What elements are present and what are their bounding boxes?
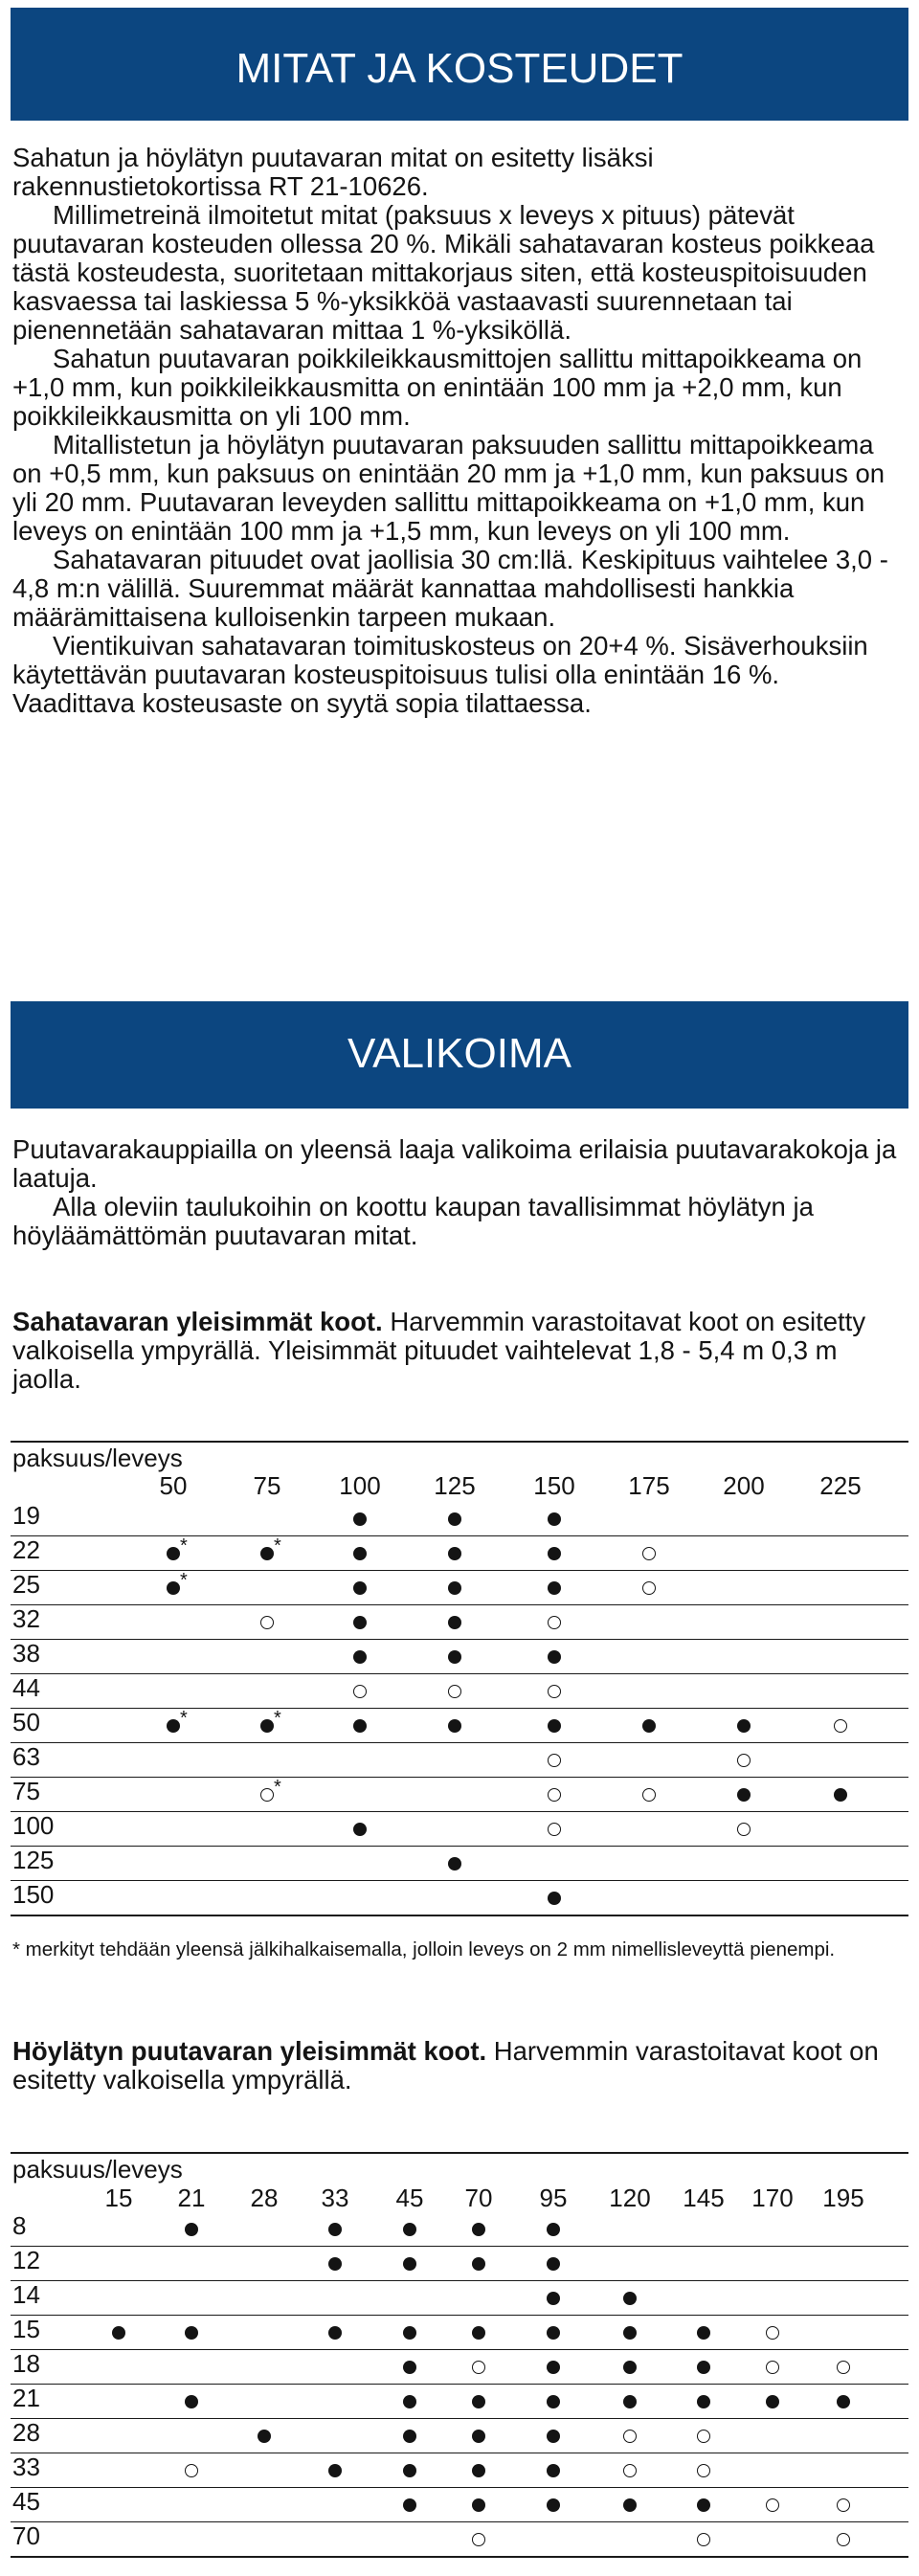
filled-circle-icon xyxy=(353,1650,367,1664)
filled-circle-icon xyxy=(472,2223,485,2236)
filled-circle-icon xyxy=(258,2430,271,2443)
empty-circle-icon xyxy=(548,1788,561,1802)
table1-row-rule xyxy=(11,1570,908,1571)
table2-width-header: 28 xyxy=(250,2184,279,2212)
filled-circle-icon xyxy=(328,2223,342,2236)
empty-circle-icon xyxy=(642,1581,656,1595)
table2-thickness-label: 45 xyxy=(12,2487,40,2516)
empty-circle-icon xyxy=(623,2464,637,2477)
filled-circle-icon xyxy=(448,1616,461,1629)
filled-circle-icon xyxy=(403,2498,416,2512)
filled-circle-icon xyxy=(548,1892,561,1905)
filled-circle-icon xyxy=(403,2361,416,2374)
table1-width-header: 225 xyxy=(819,1471,862,1500)
table2-width-header: 120 xyxy=(609,2184,651,2212)
table2-thickness-label: 8 xyxy=(12,2211,27,2240)
section1-body xyxy=(12,144,905,718)
table1-thickness-label: 25 xyxy=(12,1570,40,1599)
asterisk-mark: * xyxy=(180,1535,188,1557)
empty-circle-icon xyxy=(472,2361,485,2374)
filled-circle-icon xyxy=(260,1547,274,1560)
filled-circle-icon xyxy=(185,2223,198,2236)
empty-circle-icon xyxy=(697,2464,710,2477)
table1-row-rule xyxy=(11,1777,908,1778)
table1-row-rule xyxy=(11,1708,908,1709)
filled-circle-icon xyxy=(642,1719,656,1733)
filled-circle-icon xyxy=(623,2326,637,2340)
table1-top-rule xyxy=(11,1441,908,1443)
table1-thickness-label: 22 xyxy=(12,1535,40,1564)
table1-thickness-label: 150 xyxy=(12,1880,55,1909)
filled-circle-icon xyxy=(403,2464,416,2477)
empty-circle-icon xyxy=(548,1616,561,1629)
table1-row-rule xyxy=(11,1846,908,1847)
filled-circle-icon xyxy=(328,2257,342,2271)
filled-circle-icon xyxy=(548,1512,561,1526)
paragraph: Sahatun puutavaran poikkileikkausmittojen sallittu mittapoikkeama on +1,0 mm, kun poikkileikkausmitta on enintään 100 mm ja +2,0 mm, kun poikkileikkausmitta on yli 100 mm. xyxy=(12,344,863,431)
empty-circle-icon xyxy=(766,2498,779,2512)
table1-row-rule xyxy=(11,1880,908,1881)
table2-row-rule xyxy=(11,2315,908,2316)
table2-row-rule xyxy=(11,2280,908,2281)
table2-row-rule xyxy=(11,2349,908,2350)
filled-circle-icon xyxy=(623,2395,637,2408)
filled-circle-icon xyxy=(472,2464,485,2477)
section-title-valikoima: VALIKOIMA xyxy=(11,1001,908,1109)
filled-circle-icon xyxy=(353,1581,367,1595)
empty-circle-icon xyxy=(623,2430,637,2443)
table2-thickness-label: 18 xyxy=(12,2349,40,2378)
paragraph: Puutavarakauppiailla on yleensä laaja valikoima erilaisia puutavarakokoja ja laatuja. xyxy=(12,1134,897,1193)
empty-circle-icon xyxy=(548,1823,561,1836)
paragraph: Vientikuivan sahatavaran toimituskosteus on 20+4 %. Sisäverhouksiin käytettävän puutavaran kosteuspitoisuus tulisi olla enintään 16 %. Vaadittava kosteusaste on syytä sopia tilattaessa. xyxy=(12,631,868,718)
filled-circle-icon xyxy=(547,2498,560,2512)
table2-row-rule xyxy=(11,2384,908,2385)
table1-width-header: 75 xyxy=(253,1471,281,1500)
table1-intro xyxy=(12,1308,905,1394)
table1-thickness-label: 75 xyxy=(12,1777,40,1805)
filled-circle-icon xyxy=(448,1650,461,1664)
table1-bottom-rule xyxy=(11,1915,908,1916)
filled-circle-icon xyxy=(766,2395,779,2408)
table2-thickness-label: 14 xyxy=(12,2280,40,2309)
empty-circle-icon xyxy=(697,2533,710,2546)
paragraph: Sahatavaran pituudet ovat jaollisia 30 cm:llä. Keskipituus vaihtelee 3,0 - 4,8 m:n välillä. Suuremmat määrät kannattaa mahdollisesti hankkia määrämittaisena kulloisenkin tarpeen mukaan. xyxy=(12,545,888,632)
table1-width-header: 100 xyxy=(339,1471,381,1500)
table1-thickness-label: 38 xyxy=(12,1639,40,1668)
filled-circle-icon xyxy=(472,2430,485,2443)
table1-row-rule xyxy=(11,1639,908,1640)
filled-circle-icon xyxy=(353,1547,367,1560)
filled-circle-icon xyxy=(547,2395,560,2408)
empty-circle-icon xyxy=(837,2533,850,2546)
filled-circle-icon xyxy=(547,2430,560,2443)
filled-circle-icon xyxy=(547,2361,560,2374)
empty-circle-icon xyxy=(834,1719,847,1733)
table1-row-rule xyxy=(11,1742,908,1743)
filled-circle-icon xyxy=(472,2498,485,2512)
filled-circle-icon xyxy=(448,1547,461,1560)
table1-caption: paksuus/leveys xyxy=(12,1444,183,1472)
empty-circle-icon xyxy=(642,1547,656,1560)
filled-circle-icon xyxy=(448,1857,461,1870)
table1-row-rule xyxy=(11,1673,908,1674)
filled-circle-icon xyxy=(547,2326,560,2340)
table1-width-header: 175 xyxy=(628,1471,670,1500)
filled-circle-icon xyxy=(185,2326,198,2340)
empty-circle-icon xyxy=(353,1685,367,1698)
section-title-mitat: MITAT JA KOSTEUDET xyxy=(11,8,908,121)
asterisk-mark: * xyxy=(274,1708,281,1729)
table2-width-header: 95 xyxy=(539,2184,568,2212)
table2-width-header: 170 xyxy=(751,2184,794,2212)
filled-circle-icon xyxy=(448,1581,461,1595)
table2-width-header: 33 xyxy=(321,2184,349,2212)
filled-circle-icon xyxy=(547,2223,560,2236)
paragraph: Mitallistetun ja höylätyn puutavaran paksuuden sallittu mittapoikkeama on +0,5 mm, kun paksuus on enintään 20 mm ja +1,0 mm, kun paksuus on yli 20 mm. Puutavaran leveyden sallittu mittapoikkeama on +1,0 mm, kun leveys on enintään 100 mm ja +1,5 mm, kun leveys on yli 100 mm. xyxy=(12,430,885,546)
table2-width-header: 70 xyxy=(464,2184,493,2212)
table1-row-rule xyxy=(11,1604,908,1605)
table2-row-rule xyxy=(11,2521,908,2522)
filled-circle-icon xyxy=(328,2464,342,2477)
table1-width-header: 200 xyxy=(723,1471,765,1500)
filled-circle-icon xyxy=(403,2430,416,2443)
empty-circle-icon xyxy=(260,1616,274,1629)
table1-thickness-label: 19 xyxy=(12,1501,40,1530)
table2-thickness-label: 70 xyxy=(12,2521,40,2550)
empty-circle-icon xyxy=(697,2430,710,2443)
filled-circle-icon xyxy=(403,2326,416,2340)
table2-thickness-label: 12 xyxy=(12,2246,40,2274)
table1-row-rule xyxy=(11,1811,908,1812)
table2-intro-text: Harvemmin varastoitavat koot on esitetty valkoisella ympyrällä. xyxy=(12,2036,879,2094)
section2-body xyxy=(12,1135,905,1250)
paragraph: Alla oleviin taulukoihin on koottu kaupan tavallisimmat höylätyn ja höyläämättömän puutavaran mitat. xyxy=(12,1192,814,1250)
filled-circle-icon xyxy=(448,1719,461,1733)
filled-circle-icon xyxy=(547,2464,560,2477)
filled-circle-icon xyxy=(548,1719,561,1733)
filled-circle-icon xyxy=(403,2395,416,2408)
table2-width-header: 15 xyxy=(104,2184,133,2212)
empty-circle-icon xyxy=(548,1685,561,1698)
filled-circle-icon xyxy=(448,1512,461,1526)
filled-circle-icon xyxy=(547,2257,560,2271)
filled-circle-icon xyxy=(112,2326,125,2340)
table2-bottom-rule xyxy=(11,2556,908,2558)
table1-width-header: 125 xyxy=(434,1471,476,1500)
empty-circle-icon xyxy=(472,2533,485,2546)
empty-circle-icon xyxy=(548,1754,561,1767)
filled-circle-icon xyxy=(547,2292,560,2305)
table2-thickness-label: 15 xyxy=(12,2315,40,2343)
filled-circle-icon xyxy=(353,1512,367,1526)
table1-thickness-label: 44 xyxy=(12,1673,40,1702)
filled-circle-icon xyxy=(472,2395,485,2408)
filled-circle-icon xyxy=(548,1650,561,1664)
filled-circle-icon xyxy=(167,1719,180,1733)
table2-thickness-label: 21 xyxy=(12,2384,40,2412)
empty-circle-icon xyxy=(737,1754,751,1767)
table2-row-rule xyxy=(11,2418,908,2419)
filled-circle-icon xyxy=(353,1823,367,1836)
filled-circle-icon xyxy=(260,1719,274,1733)
filled-circle-icon xyxy=(623,2498,637,2512)
table1-thickness-label: 125 xyxy=(12,1846,55,1874)
table2-width-header: 21 xyxy=(177,2184,206,2212)
asterisk-mark: * xyxy=(180,1708,188,1729)
empty-circle-icon xyxy=(837,2498,850,2512)
filled-circle-icon xyxy=(185,2395,198,2408)
table1-width-header: 50 xyxy=(159,1471,188,1500)
filled-circle-icon xyxy=(167,1581,180,1595)
filled-circle-icon xyxy=(548,1547,561,1560)
table1-thickness-label: 63 xyxy=(12,1742,40,1771)
filled-circle-icon xyxy=(697,2361,710,2374)
table2-caption: paksuus/leveys xyxy=(12,2155,183,2184)
table2-row-rule xyxy=(11,2246,908,2247)
table2-width-header: 45 xyxy=(395,2184,424,2212)
table1-width-header: 150 xyxy=(533,1471,575,1500)
filled-circle-icon xyxy=(697,2498,710,2512)
paragraph: Sahatun ja höylätyn puutavaran mitat on esitetty lisäksi rakennustietokortissa RT 21-10626. xyxy=(12,143,654,201)
table2-width-header: 195 xyxy=(822,2184,864,2212)
filled-circle-icon xyxy=(623,2361,637,2374)
empty-circle-icon xyxy=(737,1823,751,1836)
table1-thickness-label: 100 xyxy=(12,1811,55,1840)
filled-circle-icon xyxy=(697,2395,710,2408)
filled-circle-icon xyxy=(737,1719,751,1733)
filled-circle-icon xyxy=(472,2326,485,2340)
table2-intro-bold: Höylätyn puutavaran yleisimmät koot. xyxy=(12,2036,487,2066)
empty-circle-icon xyxy=(260,1788,274,1802)
table2-thickness-label: 33 xyxy=(12,2453,40,2481)
filled-circle-icon xyxy=(623,2292,637,2305)
table2-top-rule xyxy=(11,2152,908,2154)
table1-thickness-label: 50 xyxy=(12,1708,40,1736)
empty-circle-icon xyxy=(185,2464,198,2477)
table1-intro-text: Harvemmin varastoitavat koot on esitetty valkoisella ympyrällä. Yleisimmät pituudet vaihtelevat 1,8 - 5,4 m 0,3 m jaolla. xyxy=(12,1307,866,1394)
filled-circle-icon xyxy=(167,1547,180,1560)
filled-circle-icon xyxy=(353,1719,367,1733)
table2-thickness-label: 28 xyxy=(12,2418,40,2447)
filled-circle-icon xyxy=(403,2223,416,2236)
asterisk-mark: * xyxy=(180,1570,188,1591)
empty-circle-icon xyxy=(642,1788,656,1802)
table2-row-rule xyxy=(11,2487,908,2488)
table1-row-rule xyxy=(11,1535,908,1536)
filled-circle-icon xyxy=(548,1581,561,1595)
filled-circle-icon xyxy=(328,2326,342,2340)
filled-circle-icon xyxy=(472,2257,485,2271)
filled-circle-icon xyxy=(403,2257,416,2271)
table1-footnote: * merkityt tehdään yleensä jälkihalkaisemalla, jolloin leveys on 2 mm nimellisleveyttä pienempi. xyxy=(12,1938,836,1960)
empty-circle-icon xyxy=(766,2326,779,2340)
filled-circle-icon xyxy=(737,1788,751,1802)
table1-thickness-label: 32 xyxy=(12,1604,40,1633)
filled-circle-icon xyxy=(697,2326,710,2340)
filled-circle-icon xyxy=(834,1788,847,1802)
filled-circle-icon xyxy=(353,1616,367,1629)
asterisk-mark: * xyxy=(274,1535,281,1557)
table2-intro xyxy=(12,2037,905,2094)
empty-circle-icon xyxy=(766,2361,779,2374)
table2-width-header: 145 xyxy=(683,2184,725,2212)
table1-intro-bold: Sahatavaran yleisimmät koot. xyxy=(12,1307,383,1336)
paragraph: Millimetreinä ilmoitetut mitat (paksuus x leveys x pituus) pätevät puutavaran kosteuden ollessa 20 %. Mikäli sahatavaran kosteus poikkeaa tästä kosteudesta, suoritetaan mittakorjaus siten, että kosteuspitoisuuden kasvaessa tai laskiessa 5 %-yksikköä vastaavasti suurennetaan tai pienennetään sahatavaran mittaa 1 %-yksiköllä. xyxy=(12,200,875,345)
filled-circle-icon xyxy=(837,2395,850,2408)
empty-circle-icon xyxy=(448,1685,461,1698)
asterisk-mark: * xyxy=(274,1777,281,1798)
empty-circle-icon xyxy=(837,2361,850,2374)
